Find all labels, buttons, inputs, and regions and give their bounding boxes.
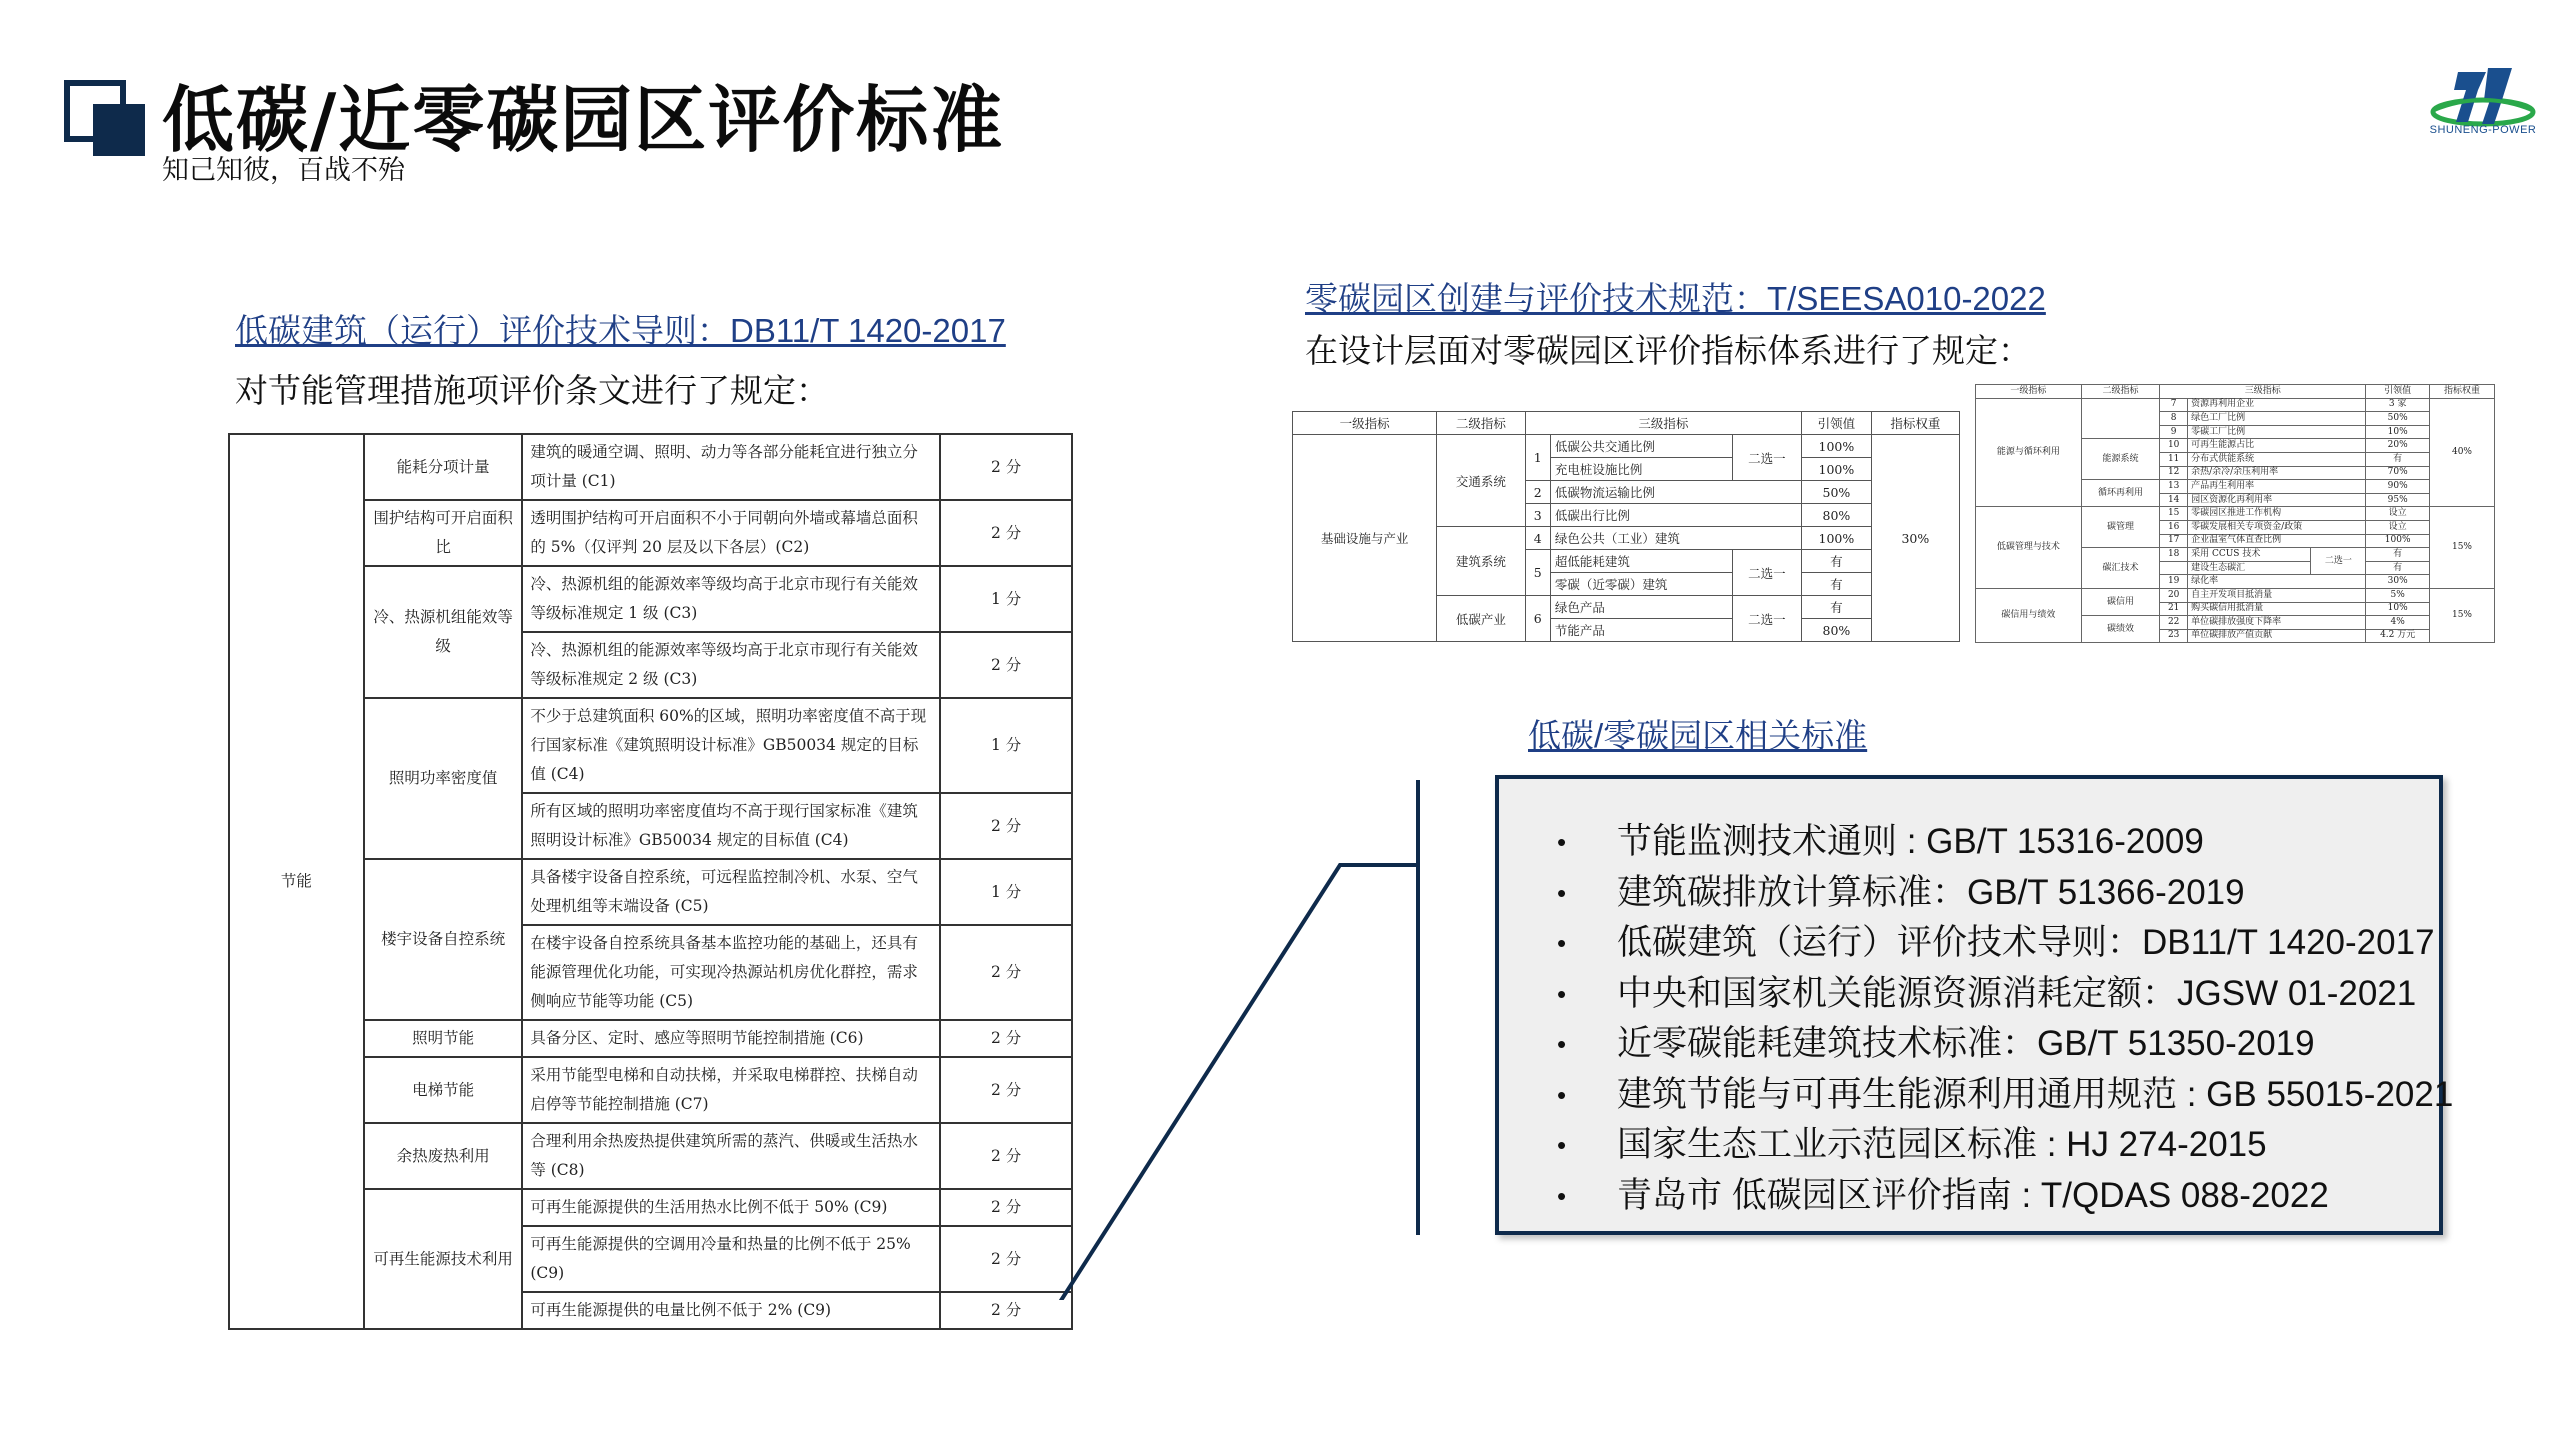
level2-cell: 碳绩效 (2081, 616, 2160, 643)
level2-cell: 能源系统 (2081, 439, 2160, 480)
zero-carbon-energy-management-table (1975, 384, 2495, 643)
indicator-cell: 单位碳排放产值贡献 (2188, 629, 2366, 643)
level1-cell: 低碳管理与技术 (1976, 507, 2082, 589)
weight-cell: 15% (2430, 588, 2495, 642)
index-cell: 19 (2160, 575, 2188, 589)
standard-item: • 节能监测技术通则 : GB/T 15316-2009 (1557, 817, 2439, 868)
score-cell: 1 分 (940, 698, 1072, 793)
requirement-cell: 可再生能源提供的电量比例不低于 2% (C9) (522, 1292, 940, 1329)
indicator-cell: 零碳园区推进工作机构 (2188, 507, 2366, 521)
right-section-description: 在设计层面对零碳园区评价指标体系进行了规定： (1305, 332, 2031, 369)
target-cell: 80% (1802, 504, 1872, 527)
score-cell: 2 分 (940, 500, 1072, 566)
index-cell: 4 (1525, 527, 1550, 550)
index-cell: 21 (2160, 602, 2188, 616)
score-cell: 2 分 (940, 1020, 1072, 1057)
criterion-cell: 照明节能 (364, 1020, 523, 1057)
criterion-cell: 楼宇设备自控系统 (364, 859, 523, 1020)
indicator-cell: 超低能耗建筑 (1550, 550, 1732, 573)
target-cell: 50% (2366, 412, 2430, 426)
requirement-cell: 可再生能源提供的空调用冷量和热量的比例不低于 25% (C9) (522, 1226, 940, 1292)
level2-cell: 交通系统 (1437, 435, 1525, 527)
indicator-cell: 低碳物流运输比例 (1550, 481, 1801, 504)
level1-cell: 基础设施与产业 (1293, 435, 1437, 642)
requirement-cell: 具备楼宇设备自控系统，可远程监控制冷机、水泵、空气处理机组等末端设备 (C5) (522, 859, 940, 925)
index-cell: 10 (2160, 439, 2188, 453)
requirement-cell: 在楼宇设备自控系统具备基本监控功能的基础上，还具有能源管理优化功能，可实现冷热源站机房优化群控，需求侧响应节能等功能 (C5) (522, 925, 940, 1020)
target-cell: 100% (1802, 435, 1872, 458)
target-cell: 有 (1802, 596, 1872, 619)
score-cell: 2 分 (940, 1189, 1072, 1226)
target-cell: 4.2 万元 (2366, 629, 2430, 643)
mid-header-level1: 一级指标 (1293, 412, 1437, 435)
criterion-cell: 可再生能源技术利用 (364, 1189, 523, 1329)
energy-saving-criteria-table (228, 433, 1073, 1330)
index-cell: 17 (2160, 534, 2188, 548)
level1-cell: 能源与循环利用 (1976, 398, 2082, 507)
index-cell: 8 (2160, 412, 2188, 426)
index-cell: 14 (2160, 493, 2188, 507)
indicator-cell: 建设生态碳汇 (2188, 561, 2311, 575)
level2-cell: 碳信用 (2081, 588, 2160, 615)
requirement-cell: 冷、热源机组的能源效率等级均高于北京市现行有关能效等级标准规定 2 级 (C3) (522, 632, 940, 698)
indicator-cell: 采用 CCUS 技术 (2188, 548, 2311, 562)
indicator-cell: 绿色产品 (1550, 596, 1732, 619)
callout-connector-line (1040, 780, 1420, 1300)
target-cell: 设立 (2366, 507, 2430, 521)
target-cell: 20% (2366, 439, 2430, 453)
target-cell: 95% (2366, 493, 2430, 507)
target-cell: 5% (2366, 588, 2430, 602)
index-cell: 18 (2160, 548, 2188, 562)
score-cell: 2 分 (940, 632, 1072, 698)
index-cell: 7 (2160, 398, 2188, 412)
mid-header-level3: 三级指标 (1525, 412, 1802, 435)
table-row (1293, 435, 1960, 458)
standard-item: • 建筑碳排放计算标准：GB/T 51366-2019 (1557, 868, 2439, 919)
index-cell: 16 (2160, 520, 2188, 534)
standard-item: • 青岛市 低碳园区评价指南 : T/QDAS 088-2022 (1557, 1171, 2439, 1222)
table-row (1976, 398, 2495, 412)
right-section-heading-link[interactable]: 零碳园区创建与评价技术规范：T/SEESA010-2022 (1305, 280, 2046, 317)
zero-carbon-infrastructure-table (1292, 411, 1960, 642)
rt-header-target: 引领值 (2366, 385, 2430, 399)
score-cell: 2 分 (940, 434, 1072, 500)
target-cell: 100% (1802, 527, 1872, 550)
indicator-cell: 绿化率 (2188, 575, 2366, 589)
standards-list (1499, 779, 2454, 1221)
index-cell: 2 (1525, 481, 1550, 504)
level2-cell (2081, 398, 2160, 439)
index-cell: 11 (2160, 452, 2188, 466)
rt-header-level2: 二级指标 (2081, 385, 2160, 399)
either-one-cell: 二选一 (1732, 550, 1802, 596)
level2-cell: 循环再利用 (2081, 480, 2160, 507)
level2-cell: 碳汇技术 (2081, 548, 2160, 589)
score-cell: 2 分 (940, 1057, 1072, 1123)
standard-item: • 国家生态工业示范园区标准 : HJ 274-2015 (1557, 1120, 2439, 1171)
callout-bracket-line (1416, 780, 1420, 1235)
logo-text: SHUNENG-POWER (2429, 124, 2537, 136)
indicator-cell: 零碳（近零碳）建筑 (1550, 573, 1732, 596)
table-row (1976, 588, 2495, 602)
index-cell: 9 (2160, 425, 2188, 439)
score-cell: 2 分 (940, 793, 1072, 859)
index-cell: 13 (2160, 480, 2188, 494)
score-cell: 2 分 (940, 1292, 1072, 1329)
level2-cell: 低碳产业 (1437, 596, 1525, 642)
index-cell: 5 (1525, 550, 1550, 596)
indicator-cell: 自主开发项目抵消量 (2188, 588, 2366, 602)
index-cell: 22 (2160, 616, 2188, 630)
indicator-cell: 零碳工厂比例 (2188, 425, 2366, 439)
either-one-cell: 二选一 (1732, 596, 1802, 642)
left-section-heading-link[interactable]: 低碳建筑（运行）评价技术导则：DB11/T 1420-2017 (235, 312, 1006, 349)
criterion-cell: 能耗分项计量 (364, 434, 523, 500)
indicator-cell: 余热/余冷/余压利用率 (2188, 466, 2366, 480)
target-cell: 有 (2366, 561, 2430, 575)
level1-cell: 碳信用与绩效 (1976, 588, 2082, 642)
target-cell: 90% (2366, 480, 2430, 494)
page-subtitle: 知己知彼，百战不殆 (162, 155, 405, 186)
index-cell: 3 (1525, 504, 1550, 527)
indicator-cell: 低碳公共交通比例 (1550, 435, 1732, 458)
criterion-cell: 余热废热利用 (364, 1123, 523, 1189)
target-cell: 50% (1802, 481, 1872, 504)
criterion-cell: 围护结构可开启面积比 (364, 500, 523, 566)
criterion-cell: 冷、热源机组能效等级 (364, 566, 523, 698)
target-cell: 有 (2366, 452, 2430, 466)
index-cell: 20 (2160, 588, 2188, 602)
indicator-cell: 单位碳排放强度下降率 (2188, 616, 2366, 630)
indicator-cell: 充电桩设施比例 (1550, 458, 1732, 481)
index-cell: 1 (1525, 435, 1550, 481)
requirement-cell: 所有区域的照明功率密度值均不高于现行国家标准《建筑照明设计标准》GB50034 规定的目标值 (C4) (522, 793, 940, 859)
indicator-cell: 分布式供能系统 (2188, 452, 2366, 466)
score-cell: 2 分 (940, 925, 1072, 1020)
requirement-cell: 采用节能型电梯和自动扶梯，并采取电梯群控、扶梯自动启停等节能控制措施 (C7) (522, 1057, 940, 1123)
either-one-cell: 二选一 (1732, 435, 1802, 481)
title-decoration-square (93, 104, 145, 156)
level2-cell: 建筑系统 (1437, 527, 1525, 596)
indicator-cell: 企业温室气体直查比例 (2188, 534, 2366, 548)
rt-header-level1: 一级指标 (1976, 385, 2082, 399)
mid-header-weight: 指标权重 (1871, 412, 1959, 435)
indicator-cell: 购买碳信用抵消量 (2188, 602, 2366, 616)
score-cell: 1 分 (940, 566, 1072, 632)
standards-heading-link[interactable]: 低碳/零碳园区相关标准 (1528, 717, 1868, 754)
index-cell: 6 (1525, 596, 1550, 642)
requirement-cell: 可再生能源提供的生活用热水比例不低于 50% (C9) (522, 1189, 940, 1226)
score-cell: 2 分 (940, 1123, 1072, 1189)
index-cell: 15 (2160, 507, 2188, 521)
target-cell: 4% (2366, 616, 2430, 630)
mid-header-level2: 二级指标 (1437, 412, 1525, 435)
requirement-cell: 合理利用余热废热提供建筑所需的蒸汽、供暖或生活热水等 (C8) (522, 1123, 940, 1189)
indicator-cell: 产品再生利用率 (2188, 480, 2366, 494)
indicator-cell: 可再生能源占比 (2188, 439, 2366, 453)
indicator-cell: 低碳出行比例 (1550, 504, 1801, 527)
criterion-cell: 电梯节能 (364, 1057, 523, 1123)
target-cell: 10% (2366, 602, 2430, 616)
target-cell: 100% (2366, 534, 2430, 548)
index-cell: 23 (2160, 629, 2188, 643)
target-cell: 3 家 (2366, 398, 2430, 412)
indicator-cell: 绿色公共（工业）建筑 (1550, 527, 1801, 550)
target-cell: 80% (1802, 619, 1872, 642)
index-cell: 12 (2160, 466, 2188, 480)
indicator-cell: 资源再利用企业 (2188, 398, 2366, 412)
score-cell: 1 分 (940, 859, 1072, 925)
standard-item: • 建筑节能与可再生能源利用通用规范 : GB 55015-2021 (1557, 1070, 2439, 1121)
standard-item: • 近零碳能耗建筑技术标准：GB/T 51350-2019 (1557, 1019, 2439, 1070)
criterion-cell: 照明功率密度值 (364, 698, 523, 859)
target-cell: 有 (1802, 550, 1872, 573)
indicator-cell: 绿色工厂比例 (2188, 412, 2366, 426)
weight-cell: 30% (1871, 435, 1959, 642)
indicator-cell: 园区资源化再利用率 (2188, 493, 2366, 507)
category-cell: 节能 (229, 434, 364, 1329)
target-cell: 10% (2366, 425, 2430, 439)
mid-header-target: 引领值 (1802, 412, 1872, 435)
standards-box (1495, 775, 2454, 1235)
standard-item: • 中央和国家机关能源资源消耗定额：JGSW 01-2021 (1557, 969, 2439, 1020)
indicator-cell: 零碳发展相关专项资金/政策 (2188, 520, 2366, 534)
requirement-cell: 透明围护结构可开启面积不小于同朝向外墙或幕墙总面积的 5%（仅评判 20 层及以下各层）(C2) (522, 500, 940, 566)
indicator-cell: 节能产品 (1550, 619, 1732, 642)
requirement-cell: 冷、热源机组的能源效率等级均高于北京市现行有关能效等级标准规定 1 级 (C3) (522, 566, 940, 632)
score-cell: 2 分 (940, 1226, 1072, 1292)
target-cell: 设立 (2366, 520, 2430, 534)
table-row (1976, 507, 2495, 521)
weight-cell: 15% (2430, 507, 2495, 589)
rt-header-level3: 三级指标 (2160, 385, 2366, 399)
level2-cell: 碳管理 (2081, 507, 2160, 548)
left-section-description: 对节能管理措施项评价条文进行了规定： (235, 372, 829, 409)
index-cell (2160, 561, 2188, 575)
target-cell: 30% (2366, 575, 2430, 589)
requirement-cell: 具备分区、定时、感应等照明节能控制措施 (C6) (522, 1020, 940, 1057)
standard-item: • 低碳建筑（运行）评价技术导则：DB11/T 1420-2017 (1557, 918, 2439, 969)
rt-header-weight: 指标权重 (2430, 385, 2495, 399)
target-cell: 100% (1802, 458, 1872, 481)
requirement-cell: 建筑的暖通空调、照明、动力等各部分能耗宜进行独立分项计量 (C1) (522, 434, 940, 500)
weight-cell: 40% (2430, 398, 2495, 507)
target-cell: 有 (1802, 573, 1872, 596)
table-row (229, 434, 1072, 500)
requirement-cell: 不少于总建筑面积 60%的区域，照明功率密度值不高于现行国家标准《建筑照明设计标准》GB50034 规定的目标值 (C4) (522, 698, 940, 793)
target-cell: 70% (2366, 466, 2430, 480)
page-title: 低碳/近零碳园区评价标准 (162, 77, 1005, 162)
either-one-cell: 二选一 (2311, 548, 2366, 575)
target-cell: 有 (2366, 548, 2430, 562)
